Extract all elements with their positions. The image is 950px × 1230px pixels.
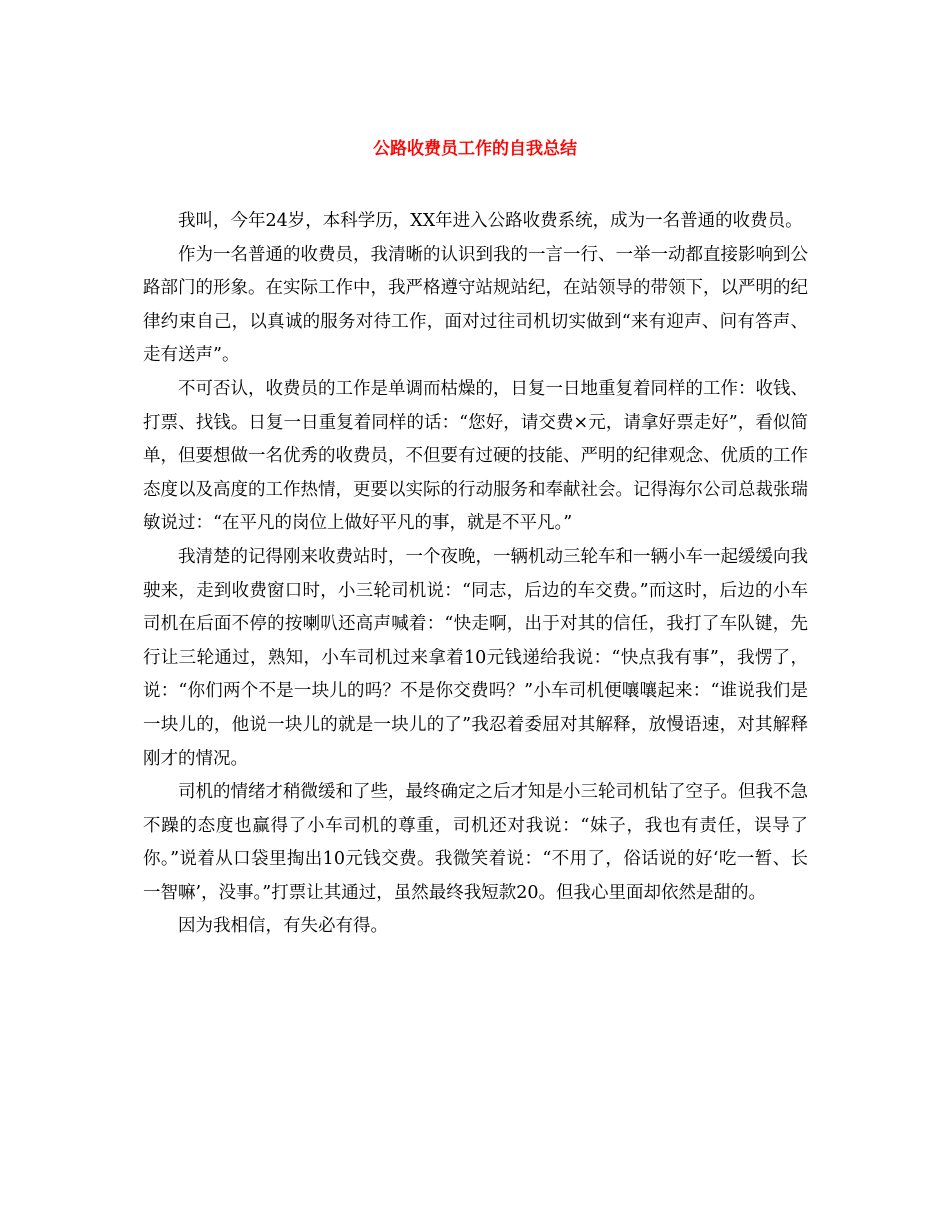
paragraph: 我叫，今年24岁，本科学历，XX年进入公路收费系统，成为一名普通的收费员。 xyxy=(178,211,803,231)
paragraph: 我清楚的记得刚来收费站时，一个夜晚，一辆机动三轮车和一辆小车一起缓缓向我驶来，走到收费窗口时，小三轮司机说：“同志，后边的车交费。”而这时，后边的小车司机在后面不停的按喇叭还高声喊着：“快走啊，出于对其的信任，我打了车队键，先行让三轮通过，熟知，小车司机过来拿着10元钱递给我说：“快点我有事”，我愣了，说：“你们两个不是一块儿的吗？不是你交费吗？”小车司机便嚷嚷起来：“谁说我们是一块儿的，他说一块儿的就是一块儿的了”我忍着委屈对其解释，放慢语速，对其解释刚才的情况。 xyxy=(143,546,808,769)
paragraph: 不可否认，收费员的工作是单调而枯燥的，日复一日地重复着同样的工作：收钱、打票、找钱。日复一日重复着同样的话：“您好，请交费×元，请拿好票走好”，看似简单，但要想做一名优秀的收费员，不但要有过硬的技能、严明的纪律观念、优质的工作态度以及高度的工作热情，更要以实际的行动服务和奉献社会。记得海尔公司总裁张瑞敏说过：“在平凡的岗位上做好平凡的事，就是不平凡。” xyxy=(143,378,808,534)
paragraph: 作为一名普通的收费员，我清晰的认识到我的一言一行、一举一动都直接影响到公路部门的形象。在实际工作中，我严格遵守站规站纪，在站领导的带领下，以严明的纪律约束自己，以真诚的服务对待工作，面对过往司机切实做到“来有迎声、问有答声、走有送声”。 xyxy=(143,244,808,366)
paragraph: 司机的情绪才稍微缓和了些，最终确定之后才知是小三轮司机钻了空子。但我不急不躁的态度也赢得了小车司机的尊重，司机还对我说：“妹子，我也有责任，误导了你。”说着从口袋里掏出10元钱交费。我微笑着说：“不用了，俗话说的好‘吃一暂、长一智嘛’，没事。”打票让其通过，虽然最终我短款20。但我心里面却依然是甜的。 xyxy=(143,782,808,903)
paragraph: 因为我相信，有失必有得。 xyxy=(178,916,388,937)
document-title: 公路收费员工作的自我总结 xyxy=(373,139,577,159)
document-body xyxy=(143,205,808,944)
